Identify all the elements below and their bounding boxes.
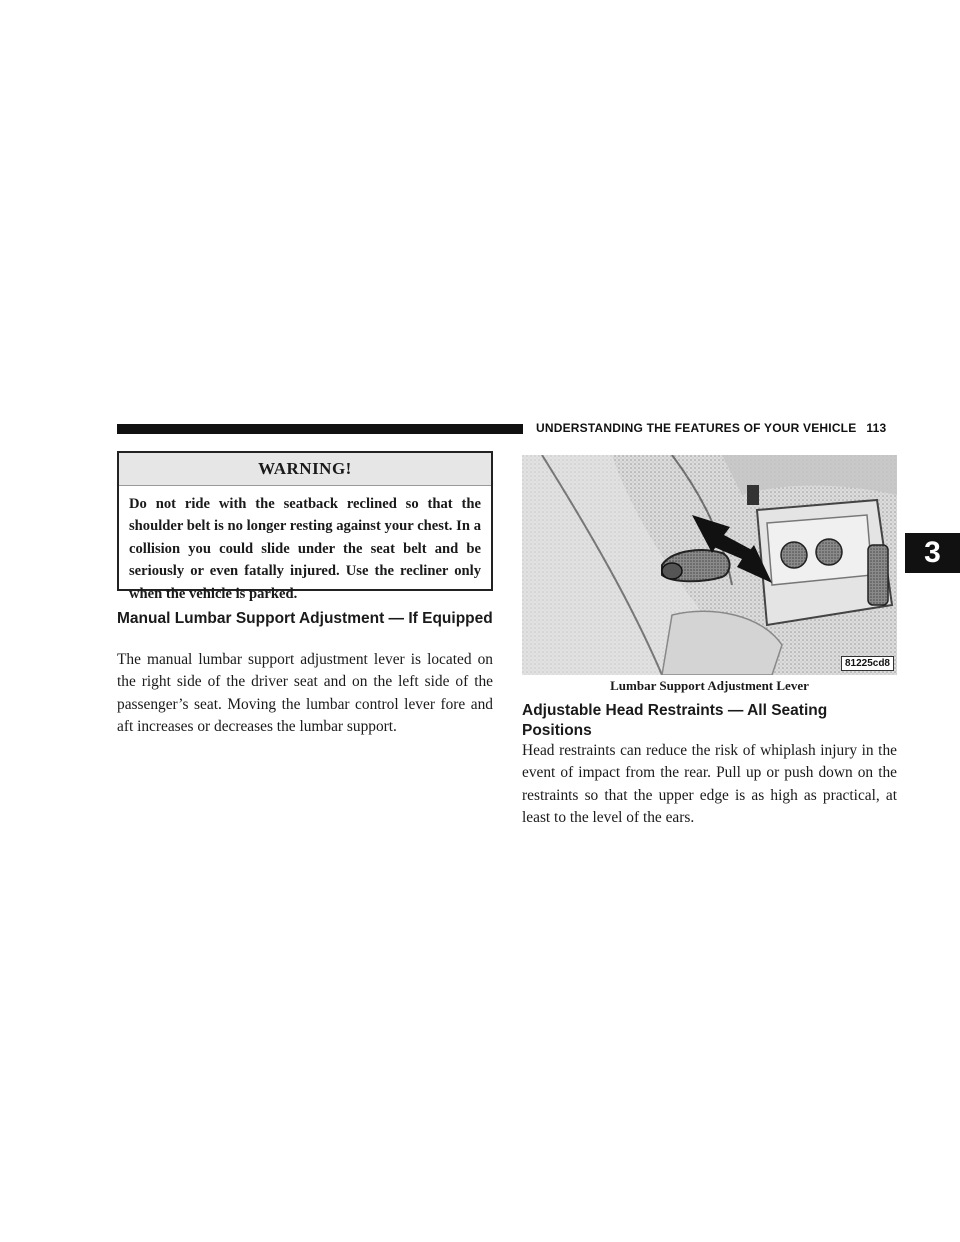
running-header xyxy=(536,421,886,435)
lumbar-lever-illustration xyxy=(522,455,897,675)
chapter-tab: 3 xyxy=(905,533,960,573)
figure-id-label: 81225cd8 xyxy=(841,656,894,671)
page-number: 113 xyxy=(866,421,887,435)
head-restraints-paragraph: Head restraints can reduce the risk of whiplash injury in the event of impact from the rear. Pull up or push down on the restraints so that the upper edge is as high as practical, at least to the level of the ears. xyxy=(522,742,897,826)
lumbar-paragraph: The manual lumbar support adjustment lever is located on the right side of the driver seat and on the left side of the passenger’s seat. Moving the lumbar control lever fore and aft increases or decreases the lumbar support. xyxy=(117,651,493,735)
lumbar-heading: Manual Lumbar Support Adjustment — If Equipped xyxy=(117,610,493,627)
warning-box xyxy=(117,451,493,602)
head-restraints-heading: Adjustable Head Restraints — All Seating Positions xyxy=(522,702,828,739)
header-rule xyxy=(117,424,523,434)
seat-lever-drawing xyxy=(522,455,897,675)
warning-title: WARNING! xyxy=(119,453,491,486)
figure-caption: Lumbar Support Adjustment Lever xyxy=(610,678,809,693)
section-title: UNDERSTANDING THE FEATURES OF YOUR VEHICLE xyxy=(536,421,857,435)
warning-text: Do not ride with the seatback reclined so that the shoulder belt is no longer resting against your chest. In a collision you could slide under the seat belt and be seriously or even fatally injured. Use the recliner only when the vehicle is parked. xyxy=(129,496,481,602)
